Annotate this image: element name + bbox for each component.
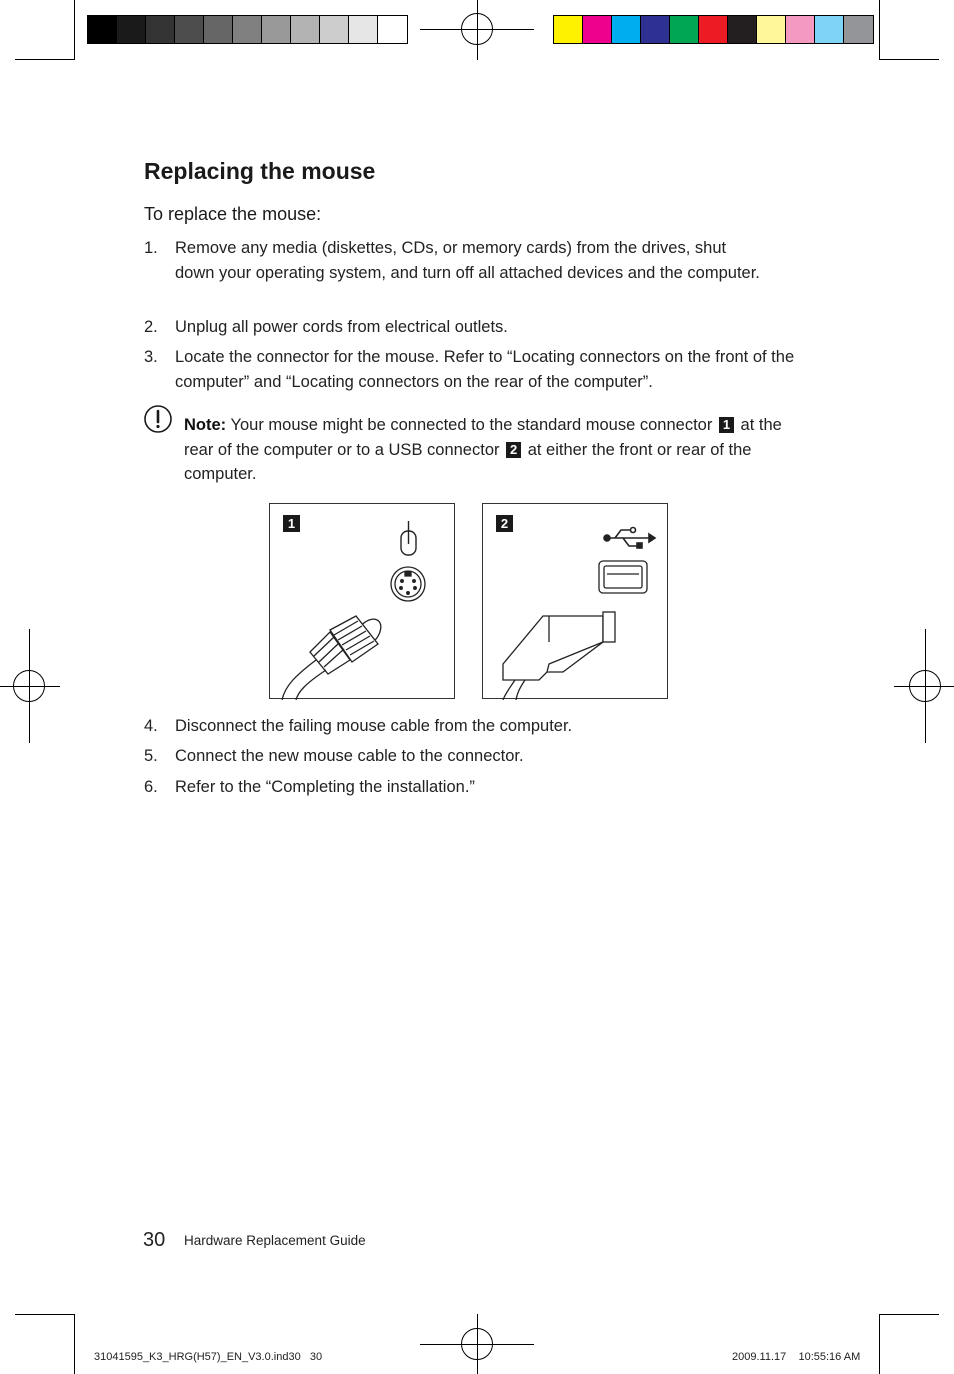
color-swatch (786, 16, 815, 43)
list-item (144, 315, 804, 340)
note-part-1: Your mouse might be connected to the standard mouse connector (230, 416, 713, 434)
color-swatch (670, 16, 699, 43)
color-swatch (146, 16, 175, 43)
step-number: 4. (144, 717, 158, 735)
callout-badge-1: 1 (719, 417, 734, 433)
step-number: 6. (144, 778, 158, 796)
color-swatch (728, 16, 757, 43)
procedure-heading: To replace the mouse: (144, 204, 322, 224)
color-swatch (349, 16, 378, 43)
color-swatch (233, 16, 262, 43)
color-swatch (291, 16, 320, 43)
process-color-bar (553, 15, 874, 44)
list-item (144, 744, 804, 769)
list-item (144, 345, 804, 394)
figure-usb-connector (482, 503, 668, 699)
note-part-2: at the rear of the computer or to a USB connector (184, 416, 782, 459)
note-label: Note: (184, 416, 227, 434)
ps2-plug-icon (282, 614, 386, 700)
step-number: 2. (144, 318, 158, 336)
slug-timestamp: 2009.11.17 10:55:16 AM (732, 1351, 861, 1363)
color-swatch (262, 16, 291, 43)
step-text: Refer to the “Completing the installation.” (175, 778, 475, 796)
color-swatch (815, 16, 844, 43)
note-text (184, 413, 804, 487)
usb-icon (604, 528, 655, 549)
color-swatch (117, 16, 146, 43)
color-swatch (378, 16, 407, 43)
usb-plug-icon (503, 612, 615, 700)
color-swatch (175, 16, 204, 43)
ps2-port-icon (391, 567, 425, 601)
step-text: Remove any media (diskettes, CDs, or memory cards) from the drives, shut down your operating system, and turn off all attached devices and the computer. (175, 239, 760, 282)
step-number: 1. (144, 239, 158, 257)
figure-badge: 1 (283, 515, 300, 532)
note-part-3: at either the front or rear of the computer. (184, 440, 752, 483)
color-swatch (699, 16, 728, 43)
mouse-icon (401, 521, 416, 555)
step-number: 5. (144, 747, 158, 765)
step-text: Disconnect the failing mouse cable from the computer. (175, 717, 573, 735)
page-title: Replacing the mouse (144, 158, 376, 184)
ps2-connector-illustration (270, 504, 456, 700)
usb-port-icon (599, 561, 647, 593)
color-swatch (583, 16, 612, 43)
grayscale-color-bar (87, 15, 408, 44)
step-text: Connect the new mouse cable to the connector. (175, 747, 524, 765)
attention-icon (143, 404, 173, 434)
color-swatch (757, 16, 786, 43)
color-swatch (554, 16, 583, 43)
color-swatch (320, 16, 349, 43)
usb-connector-illustration (483, 504, 669, 700)
color-swatch (844, 16, 873, 43)
figure-badge: 2 (496, 515, 513, 532)
color-swatch (612, 16, 641, 43)
running-footer-title: Hardware Replacement Guide (184, 1233, 366, 1248)
list-item (144, 236, 804, 285)
list-item (144, 775, 804, 800)
color-swatch (204, 16, 233, 43)
step-text: Unplug all power cords from electrical outlets. (175, 318, 508, 336)
color-swatch (88, 16, 117, 43)
figure-ps2-mouse-connector (269, 503, 455, 699)
step-number: 3. (144, 348, 158, 366)
color-swatch (641, 16, 670, 43)
page-number: 30 (143, 1229, 166, 1251)
callout-badge-2: 2 (506, 442, 521, 458)
list-item (144, 714, 804, 739)
step-text: Locate the connector for the mouse. Refer to “Locating connectors on the front of the computer” and “Locating connectors on the rear of the computer”. (175, 348, 795, 391)
slug-filename: 31041595_K3_HRG(H57)_EN_V3.0.ind30 30 (94, 1351, 323, 1363)
